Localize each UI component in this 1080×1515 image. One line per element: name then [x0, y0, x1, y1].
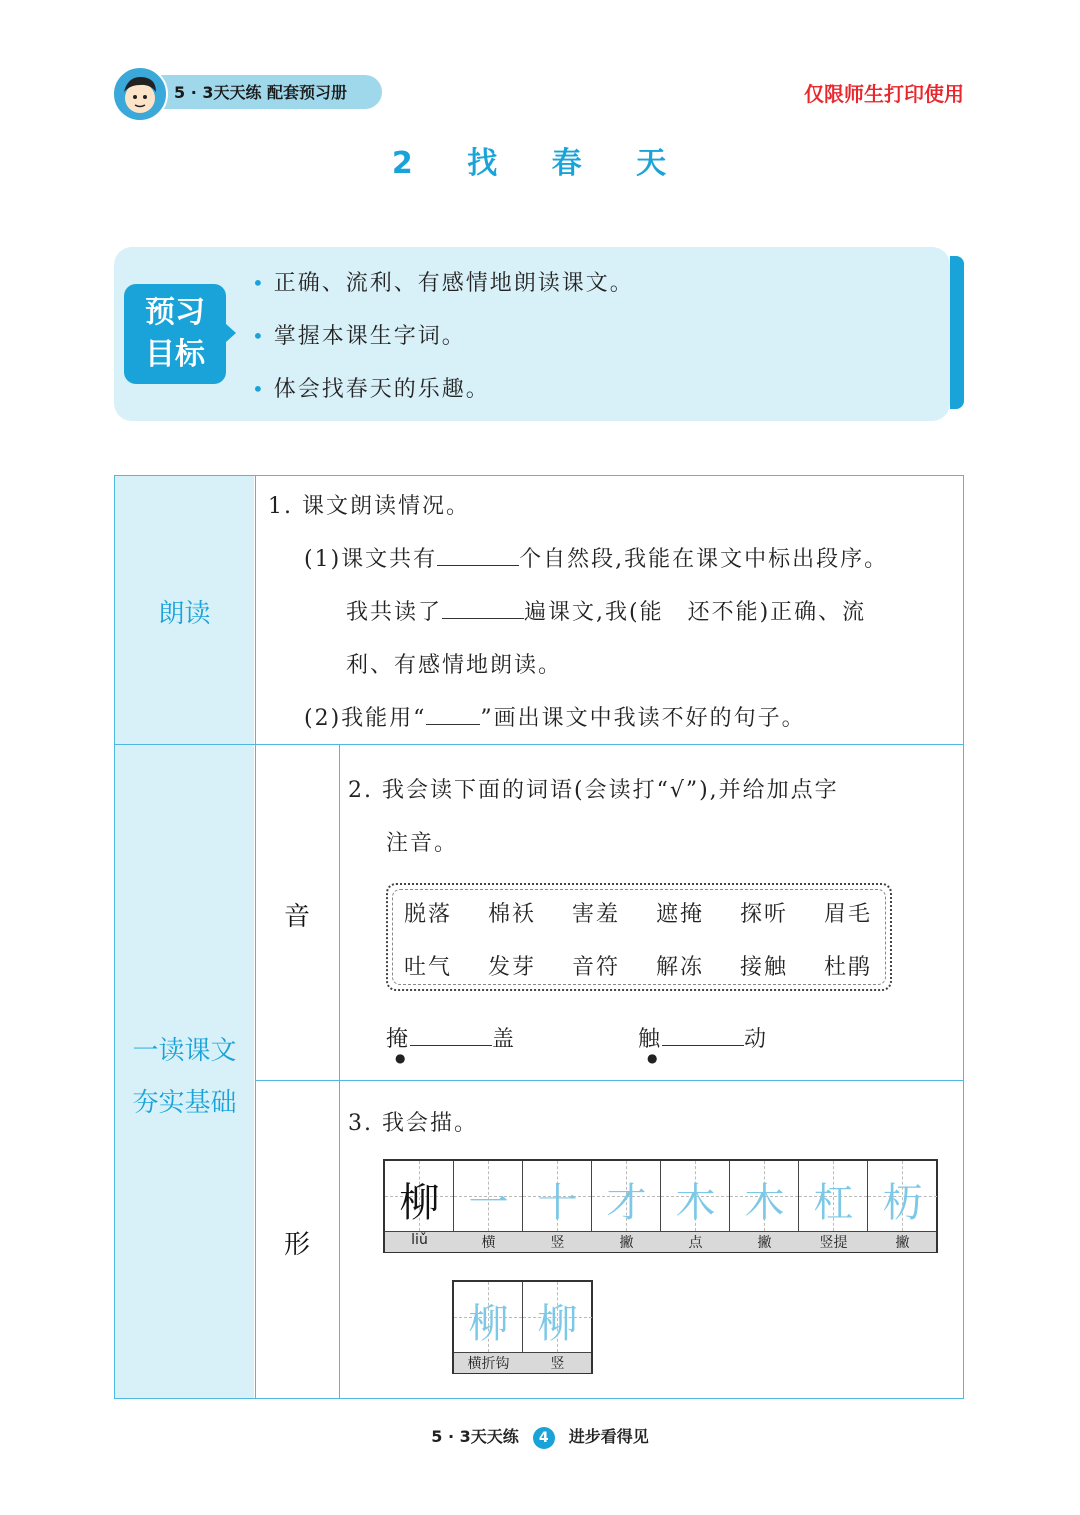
trace-stroke: 一: [468, 1180, 509, 1226]
section-reading-label: 朗读: [158, 599, 211, 629]
word-item[interactable]: 解冻: [656, 955, 705, 980]
trace-stroke: 柳: [537, 1301, 578, 1347]
read-times-blank[interactable]: [442, 598, 524, 619]
stroke-grid-2: [452, 1280, 593, 1374]
trace-cell[interactable]: [799, 1161, 868, 1231]
q1-title: 1. 课文朗读情况。: [268, 494, 470, 519]
print-notice: 仅限师生打印使用: [804, 82, 964, 106]
q1-2-line: (2)我能用“ ”画出课文中我读不好的句子。: [304, 706, 806, 731]
sound-label: 音: [283, 902, 310, 932]
q1-1-line-c: 利、有感情地朗读。: [346, 653, 563, 678]
word-item[interactable]: 脱落: [404, 902, 453, 927]
section-basics-label-2: 夯实基础: [132, 1088, 237, 1118]
trace-stroke: 木: [744, 1180, 785, 1226]
goals-tag: [124, 284, 226, 384]
word-item[interactable]: 害羞: [572, 902, 621, 927]
footer-slogan: 进步看得见: [568, 1427, 649, 1446]
word-item[interactable]: 眉毛: [824, 902, 873, 927]
goal-item: • 正确、流利、有感情地朗读课文。: [252, 271, 634, 296]
trace-cell[interactable]: [454, 1161, 523, 1231]
trace-stroke: 杤: [882, 1180, 923, 1226]
lesson-title: 2 找 春 天: [391, 146, 689, 181]
word-item[interactable]: 音符: [572, 955, 621, 980]
goals-accent-bar: [950, 256, 964, 409]
series-badge: [112, 66, 384, 112]
badge-text: 5 · 3天天练 配套预习册: [174, 83, 348, 102]
word-item[interactable]: 吐气: [404, 955, 453, 980]
stroke-name: 撇: [619, 1235, 634, 1251]
model-cell: [385, 1161, 454, 1231]
pinyin-label: liǔ: [411, 1232, 428, 1248]
goals-tag-line2: 目标: [145, 337, 205, 372]
word-item[interactable]: 遮掩: [656, 902, 705, 927]
section-basics-label-1: 一读课文: [132, 1036, 237, 1066]
trace-stroke: 十: [537, 1180, 578, 1226]
stroke-name: 横: [481, 1235, 496, 1251]
trace-cell[interactable]: [523, 1161, 592, 1231]
pinyin-blank-1[interactable]: [410, 1025, 492, 1046]
trace-stroke: 柳: [468, 1301, 509, 1347]
trace-cell[interactable]: [592, 1161, 661, 1231]
stroke-name: 点: [688, 1235, 703, 1251]
goal-item: • 体会找春天的乐趣。: [252, 377, 490, 402]
trace-cell[interactable]: [868, 1161, 937, 1231]
page-number: 4: [533, 1427, 555, 1449]
q1-1-line-a: (1)课文共有 个自然段,我能在课文中标出段序。: [304, 547, 889, 572]
trace-cell[interactable]: [730, 1161, 799, 1231]
trace-stroke: 木: [675, 1180, 716, 1226]
stroke-grid: [383, 1159, 938, 1253]
stroke-name: 横折钩: [467, 1356, 510, 1372]
word-item[interactable]: 杜鹃: [824, 955, 873, 980]
stroke-name: 撇: [757, 1235, 772, 1251]
q2-line-1: 2. 我会读下面的词语(会读打“√”),并给加点字: [348, 778, 839, 803]
page-footer: [0, 1424, 1080, 1449]
pinyin-blank-2[interactable]: [662, 1025, 744, 1046]
q1-1-line-b: 我共读了 遍课文,我(能 还不能)正确、流: [346, 600, 867, 625]
shape-label: 形: [283, 1230, 310, 1260]
trace-stroke: 杠: [813, 1180, 854, 1226]
trace-stroke: 才: [606, 1180, 647, 1226]
paragraph-count-blank[interactable]: [437, 545, 519, 566]
stroke-name: 撇: [895, 1235, 910, 1251]
trace-cell[interactable]: [661, 1161, 730, 1231]
goals-tag-line1: 预习: [145, 295, 205, 330]
trace-cell[interactable]: [454, 1282, 523, 1352]
pinyin-fill-1: 掩 ● 盖: [386, 1027, 517, 1065]
q3-title: 3. 我会描。: [348, 1111, 478, 1136]
stroke-name: 竖: [550, 1356, 565, 1372]
goal-text: 掌握本课生字词。: [273, 324, 466, 349]
goal-text: 体会找春天的乐趣。: [273, 377, 490, 402]
word-item[interactable]: 接触: [740, 955, 789, 980]
q2-line-2: 注音。: [386, 831, 459, 856]
mark-symbol-blank[interactable]: [426, 704, 480, 725]
stroke-name: 竖: [550, 1235, 565, 1251]
word-item[interactable]: 棉袄: [488, 902, 537, 927]
word-box: [386, 883, 892, 991]
word-item[interactable]: 发芽: [488, 955, 537, 980]
footer-series: 5 · 3天天练: [431, 1427, 519, 1446]
model-char: 柳: [399, 1180, 440, 1226]
stroke-name: 竖提: [819, 1235, 848, 1251]
word-item[interactable]: 探听: [740, 902, 789, 927]
pinyin-fill-2: 触 ● 动: [638, 1027, 769, 1065]
goal-item: • 掌握本课生字词。: [252, 324, 466, 349]
mascot-icon: [112, 66, 168, 122]
goal-text: 正确、流利、有感情地朗读课文。: [273, 271, 634, 296]
trace-cell[interactable]: [523, 1282, 592, 1352]
